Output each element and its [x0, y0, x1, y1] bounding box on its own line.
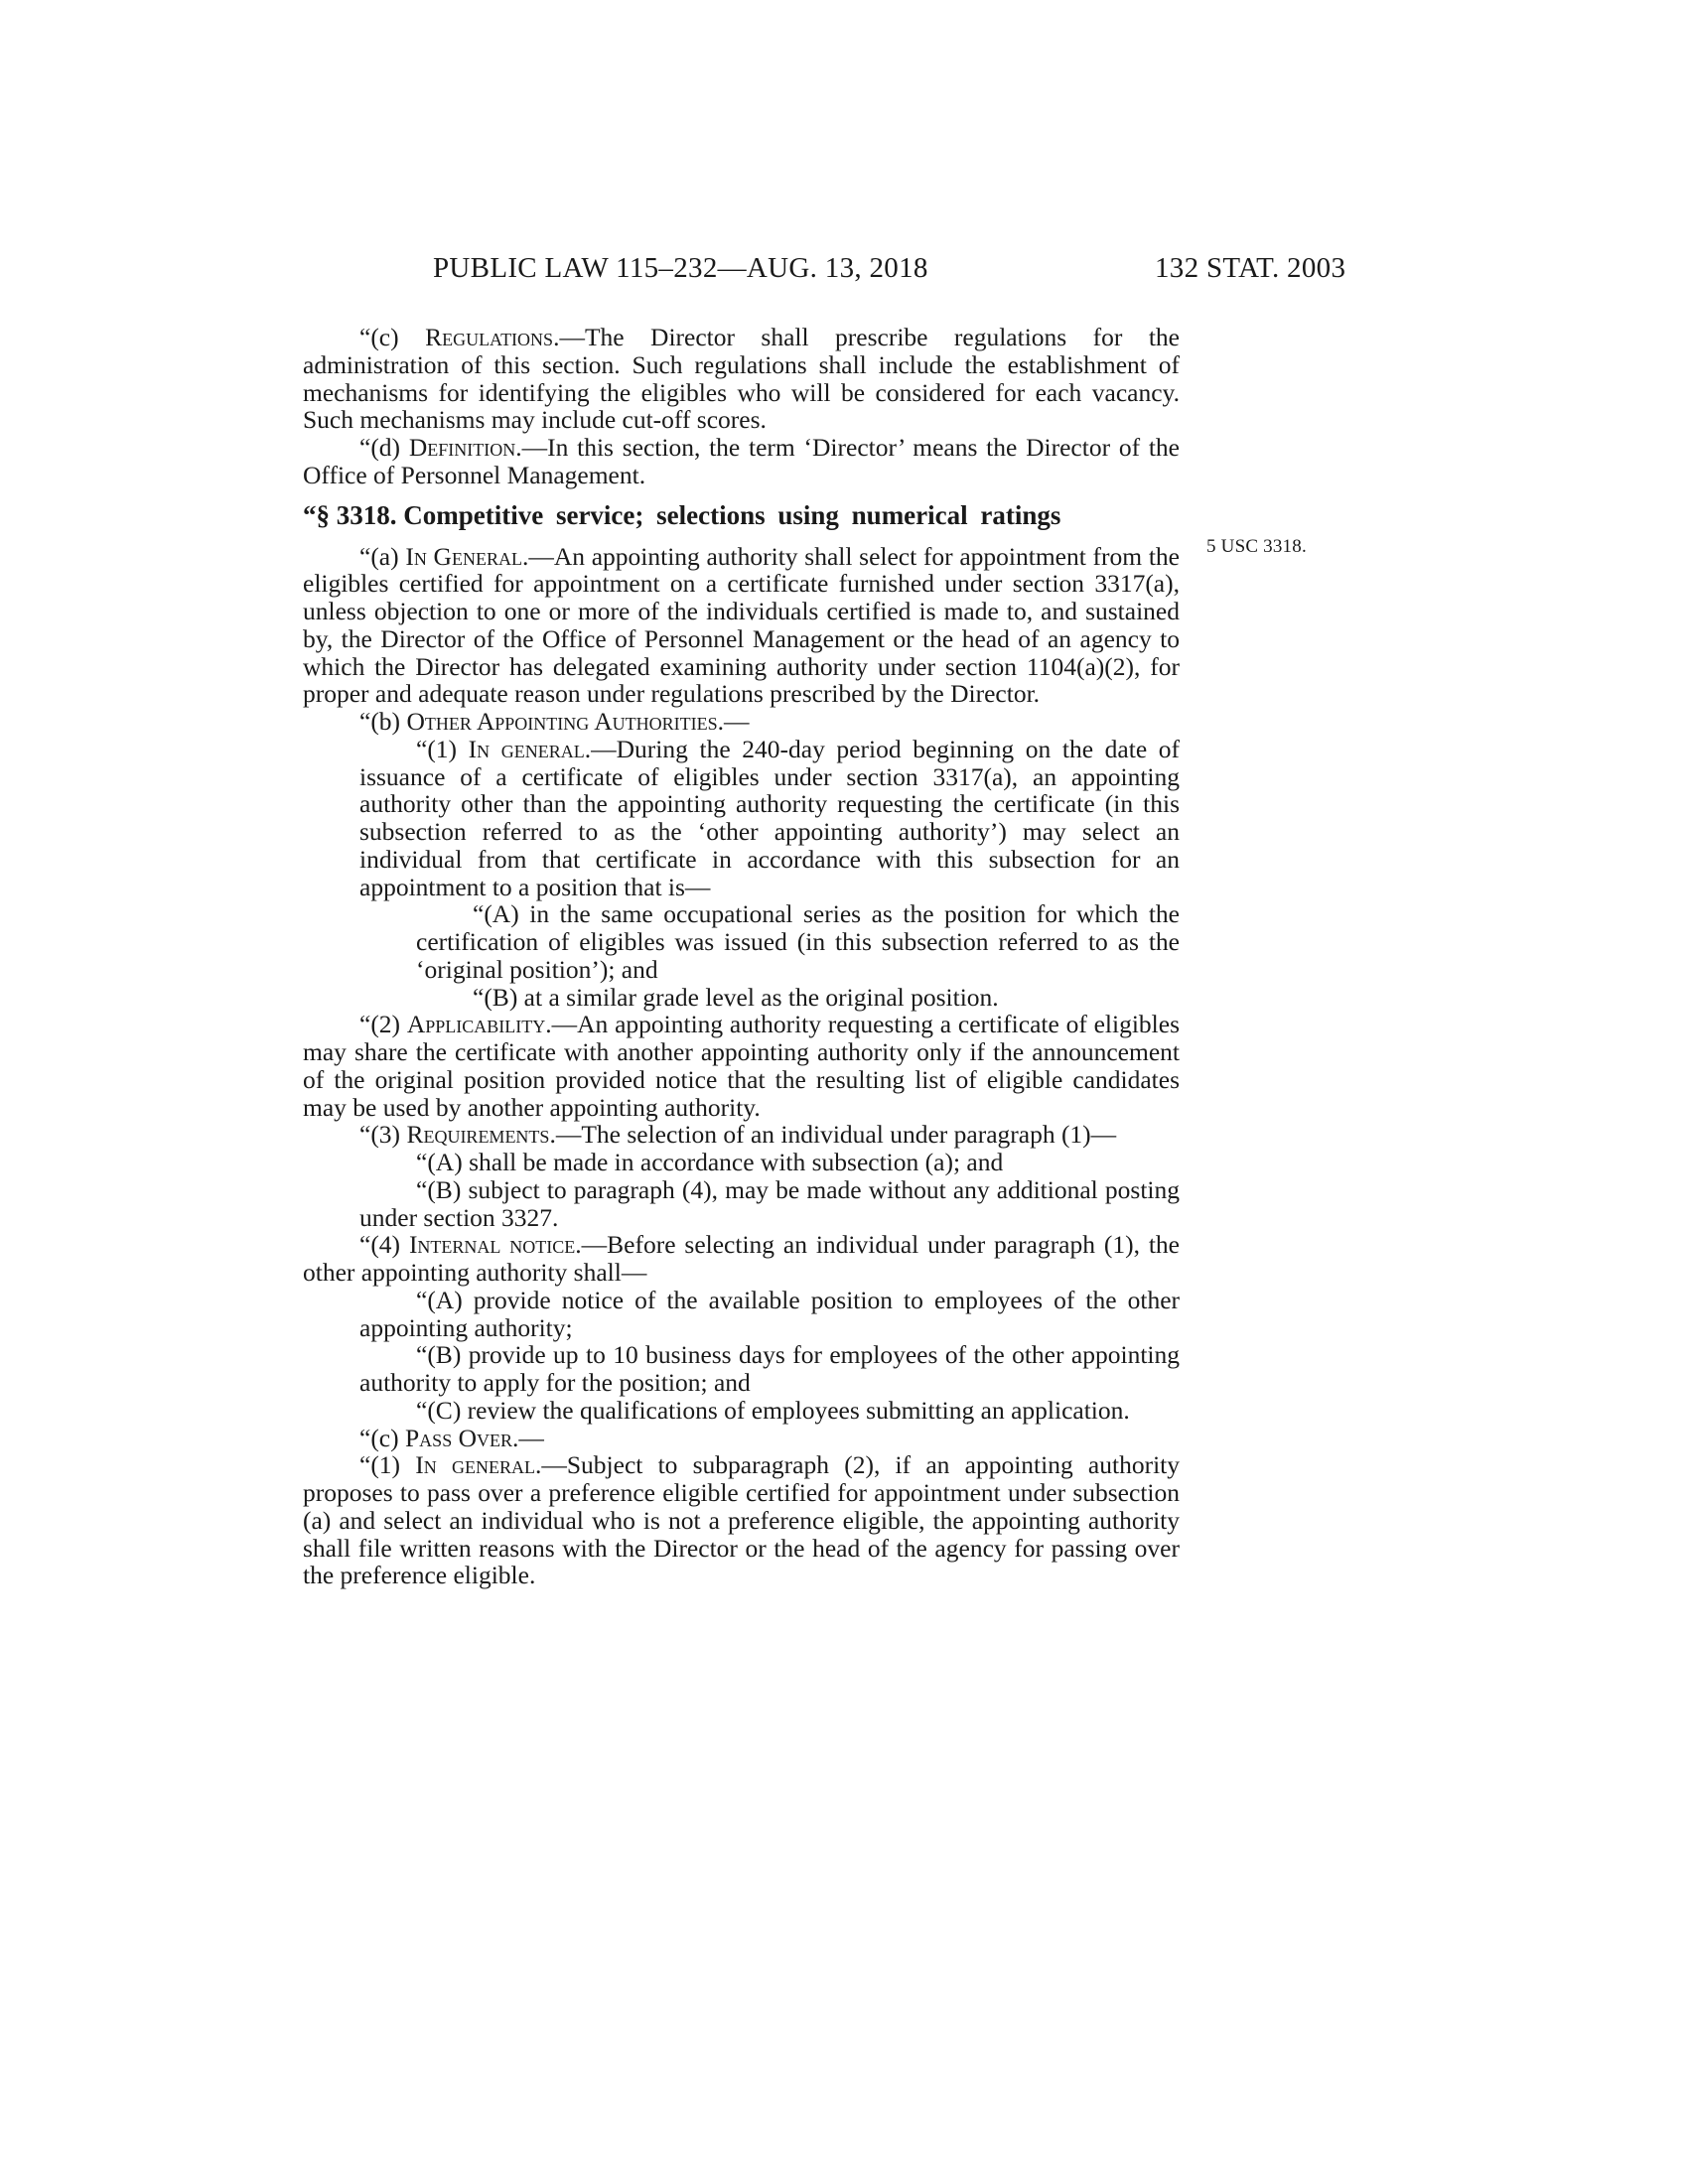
stat-page-number: 132 STAT. 2003	[1155, 252, 1346, 284]
paragraph-b4-internal-notice: “(4) Internal notice.—Before selecting an individual under paragraph (1), the other appointing authority shall—	[303, 1230, 1181, 1287]
usc-margin-note: 5 USC 3318.	[1206, 536, 1307, 557]
paragraph-b1-in-general: “(1) In general.—During the 240-day period beginning on the date of issuance of a certificate of eligibles under section 3317(a), an appointing authority other than the appointing authority requesting the certificate (in this subsection referred to as the ‘other appointing authority’) may select an individual from that certificate in accordance with this subsection for an appointment to a position that is—	[359, 734, 1180, 901]
paragraph-c1-in-general: “(1) In general.—Subject to subparagraph (2), if an appointing authority proposes to pass over a preference eligible certified for appointment under subsection (a) and select an individual who is not a preference eligible, the appointing authority shall file written reasons with the Director or the head of the agency for passing over the preference eligible.	[303, 1450, 1180, 1590]
document-body	[303, 324, 1180, 1589]
subsection-c-pass-over: “(c) Pass Over.—	[359, 1423, 544, 1452]
subparagraph-b4a: “(A) provide notice of the available position to employees of the other appointing authority;	[359, 1285, 1180, 1342]
subparagraph-b4b: “(B) provide up to 10 business days for employees of the other appointing authority to apply for the position; and	[359, 1340, 1180, 1397]
section-heading	[303, 501, 1180, 529]
paragraph-b3-requirements: “(3) Requirements.—The selection of an individual under paragraph (1)—	[359, 1120, 1117, 1150]
subsection-c-regulations: “(c) Regulations.—The Director shall prescribe regulations for the administration of this section. Such regulations shall include the establishment of mechanisms for identifying the eligibles who will be considered for each vacancy. Such mechanisms may include cut-off scores.	[303, 323, 1180, 435]
subsection-b-other-appointing-authorities: “(b) Other Appointing Authorities.—	[359, 707, 750, 736]
section-number: “§ 3318.	[303, 499, 397, 530]
subsection-d-definition: “(d) Definition.—In this section, the term ‘Director’ means the Director of the Office of Personnel Management.	[303, 433, 1180, 489]
running-title: PUBLIC LAW 115–232—AUG. 13, 2018	[433, 252, 928, 284]
subparagraph-b4c: “(C) review the qualifications of employees submitting an application.	[416, 1395, 1130, 1425]
subparagraph-b1a: “(A) in the same occupational series as the position for which the certification of eligibles was issued (in this subsection referred to as the ‘original position’); and	[416, 899, 1180, 984]
subparagraph-b3b: “(B) subject to paragraph (4), may be made without any additional posting under section 3327.	[359, 1174, 1180, 1232]
paragraph-b2-applicability: “(2) Applicability.—An appointing authority requesting a certificate of eligibles may share the certificate with another appointing authority only if the announcement of the original position provided notice that the resulting list of eligible candidates may be used by another appointing authority.	[303, 1010, 1180, 1122]
page-header	[0, 252, 1688, 292]
subparagraph-b1b: “(B) at a similar grade level as the original position.	[473, 982, 999, 1012]
section-title: Competitive service; selections using numerical ratings	[403, 499, 1061, 530]
subsection-a-in-general: “(a) In General.—An appointing authority shall select for appointment from the eligibles certified for appointment on a certificate furnished under section 3317(a), unless objection to one or more of the individuals certified is made to, and sustained by, the Director of the Office of Personnel Management or the head of an agency to which the Director has delegated examining authority under section 1104(a)(2), for proper and adequate reason under regulations prescribed by the Director.	[303, 541, 1180, 709]
subparagraph-b3a: “(A) shall be made in accordance with subsection (a); and	[416, 1148, 1004, 1176]
